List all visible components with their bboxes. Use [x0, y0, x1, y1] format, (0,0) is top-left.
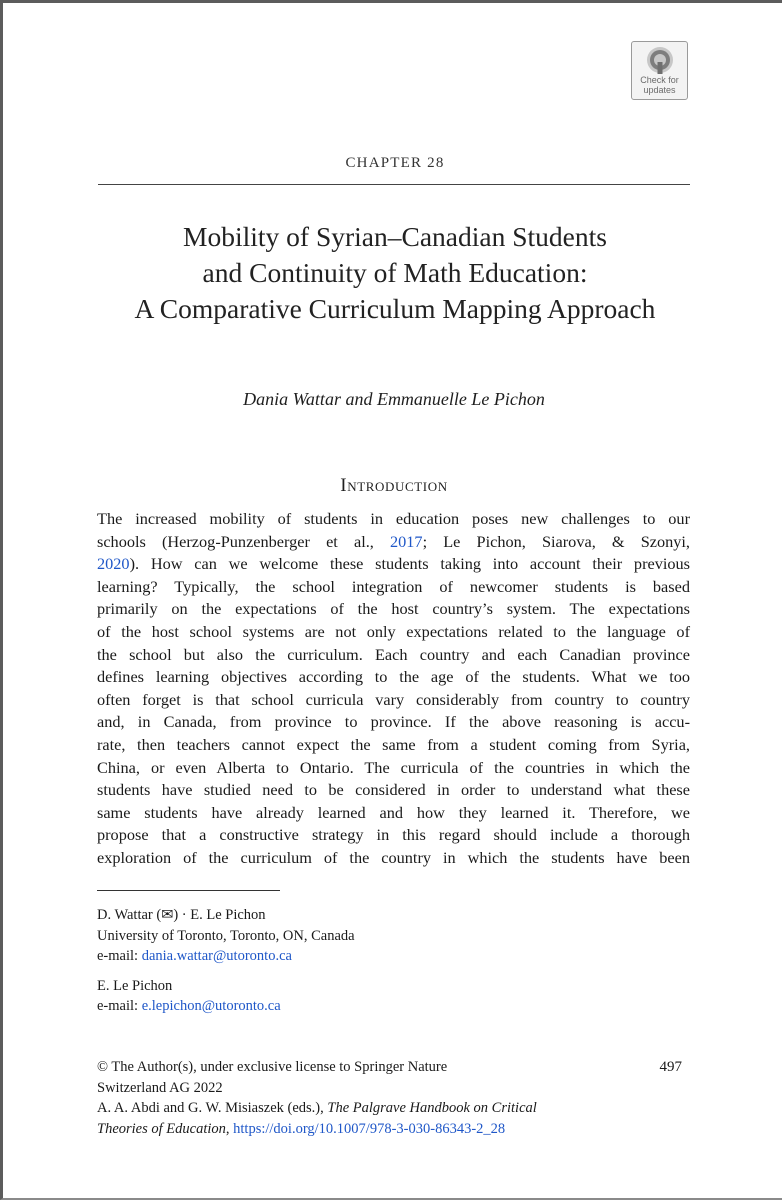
body-line: primarily on the expectations of the host country’s system. The expectations — [97, 599, 690, 619]
body-paragraph — [97, 508, 690, 870]
citation-line — [97, 1119, 690, 1140]
chapter-authors: Dania Wattar and Emmanuelle Le Pichon — [243, 389, 545, 409]
crossmark-icon — [645, 45, 675, 75]
body-line: students have studied need to be considered in order to understand what these — [97, 780, 690, 800]
page-number: 497 — [659, 1059, 682, 1075]
body-line: and, in Canada, from province to province. If the above reasoning is accu- — [97, 712, 690, 732]
page-footer — [97, 1057, 690, 1139]
citation-line — [97, 1098, 690, 1119]
doi-link[interactable]: https://doi.org/10.1007/978-3-030-86343-2_28 — [233, 1120, 506, 1137]
email-label: e-mail: — [97, 998, 142, 1014]
body-line: The increased mobility of students in education poses new challenges to our — [97, 509, 690, 528]
body-text-run: ; Le Pichon, Siarova, & Szonyi, — [422, 531, 690, 551]
copyright-line: Switzerland AG 2022 — [97, 1079, 223, 1096]
badge-text-line2: updates — [643, 85, 676, 95]
chapter-rule — [98, 184, 690, 185]
body-line: of the host school systems are not only expectations related to the language of — [97, 621, 690, 641]
citation-link-2017[interactable]: 2017 — [390, 531, 423, 551]
title-line: A Comparative Curriculum Mapping Approach — [134, 293, 656, 324]
citation-link-2020[interactable]: 2020 — [97, 554, 130, 574]
affiliation-email-row — [97, 946, 690, 967]
body-text-run: ). How can we welcome these students taking into account their previous — [129, 554, 690, 574]
body-line: rate, then teachers cannot expect the same from a student coming from Syria, — [97, 734, 690, 754]
affiliation-name2: E. Le Pichon — [97, 977, 173, 994]
email-link-lepichon[interactable]: e.lepichon@utoronto.ca — [141, 998, 281, 1014]
section-heading: Introduction — [340, 475, 448, 496]
body-text-run: schools (Herzog-Punzenberger et al., — [97, 531, 390, 551]
check-for-updates-badge[interactable] — [631, 41, 688, 100]
title-line: and Continuity of Math Education: — [202, 257, 588, 288]
body-line — [97, 531, 690, 554]
email-label: e-mail: — [97, 948, 142, 964]
body-line: often forget is that school curricula vary considerably from country to country — [97, 689, 690, 709]
body-line: learning? Typically, the school integration of newcomer students is based — [97, 576, 690, 596]
author-affiliation — [97, 905, 690, 1017]
title-line: Mobility of Syrian–Canadian Students — [183, 221, 607, 252]
body-line — [97, 553, 690, 576]
footnote-rule — [97, 890, 280, 891]
body-line: China, or even Alberta to Ontario. The curricula of the countries in which the — [97, 757, 690, 777]
separator: , — [225, 1120, 234, 1137]
affiliation-names: D. Wattar (✉) · E. Le Pichon — [97, 907, 266, 923]
copyright-line: © The Author(s), under exclusive license to Springer Nature — [97, 1059, 448, 1075]
body-line: the school but also the curriculum. Each country and each Canadian province — [97, 644, 690, 664]
book-title: Theories of Education — [97, 1120, 226, 1137]
email-link-wattar[interactable]: dania.wattar@utoronto.ca — [141, 948, 292, 964]
affiliation-email2-row — [97, 996, 690, 1017]
badge-text-line1: Check for — [640, 75, 679, 85]
chapter-label: CHAPTER 28 — [345, 155, 445, 171]
body-line: propose that a constructive strategy in this regard should include a thorough — [97, 825, 690, 845]
body-line: exploration of the curriculum of the country in which the students have been — [97, 847, 690, 867]
chapter-title — [90, 219, 700, 327]
body-line: same students have already learned and how they learned it. Therefore, we — [97, 802, 690, 822]
affiliation-institution: University of Toronto, Toronto, ON, Canada — [97, 927, 355, 944]
affiliation-gap — [97, 967, 690, 976]
book-title: The Palgrave Handbook on Critical — [327, 1100, 537, 1116]
body-line: defines learning objectives according to the age of the students. What we too — [97, 667, 690, 687]
editors: A. A. Abdi and G. W. Misiaszek (eds.), — [97, 1100, 328, 1116]
